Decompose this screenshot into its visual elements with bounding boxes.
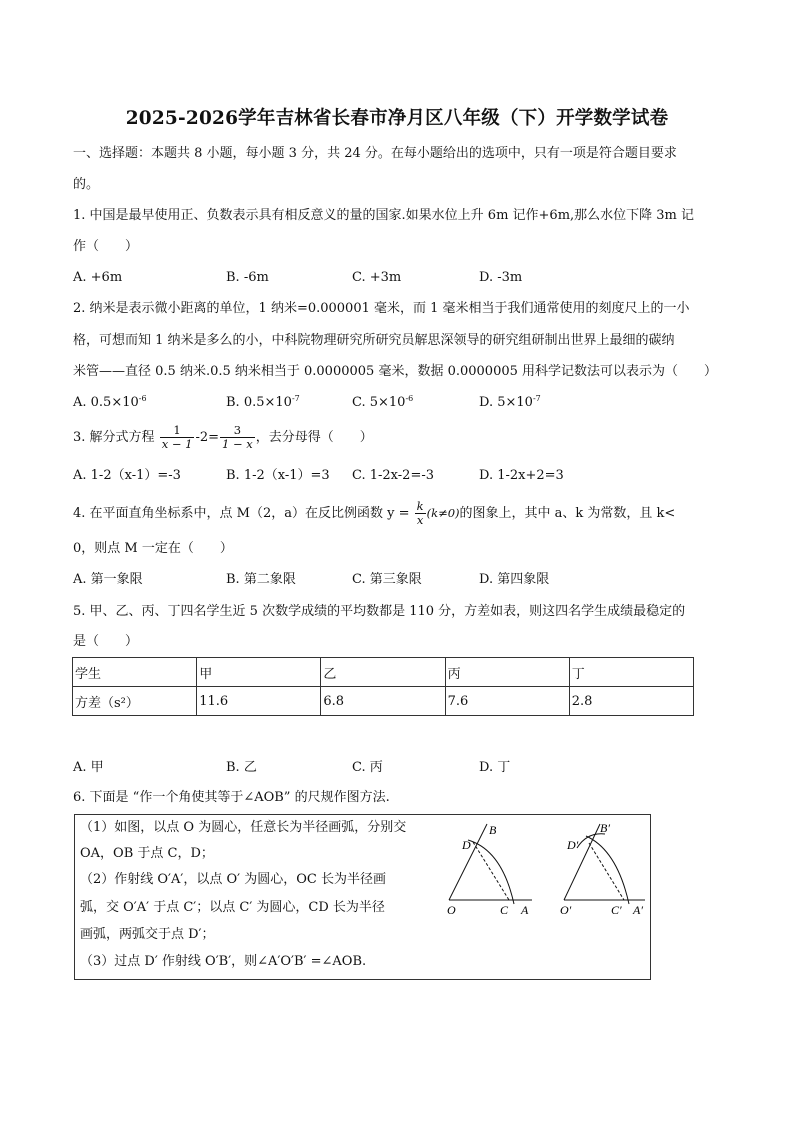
table-cell: 2.8 <box>569 687 693 716</box>
label-o-prime: O′ <box>560 903 572 917</box>
q2-option-d-exp: -7 <box>532 394 541 403</box>
q2-stem-line1: 2. 纳米是表示微小距离的单位，1 纳米=0.000001 毫米，而 1 毫米相当于我们通常使用的刻度尺上的一小 <box>73 301 690 316</box>
section-heading <box>73 145 677 163</box>
table-cell: 7.6 <box>445 687 569 716</box>
q1-stem-line1: 1. 中国是最早使用正、负数表示具有相反意义的量的国家.如果水位上升 6m 记作+6m,那么水位下降 3m 记 <box>73 208 695 223</box>
table-header-row <box>73 658 694 687</box>
ray-ob <box>449 824 487 900</box>
q2-option-b-base: B. 0.5×10 <box>226 395 292 410</box>
table-header-cell: 学生 <box>73 658 197 687</box>
variance-table <box>72 657 694 716</box>
q2-option-a-exp: -6 <box>138 394 147 403</box>
q2-option-a-base: A. 0.5×10 <box>73 395 139 410</box>
q1-option-b: B. -6m <box>226 270 269 285</box>
table-header-cell: 丁 <box>569 658 693 687</box>
q4-suffix: 的图象上，其中 a、k 为常数，且 k< <box>459 506 676 521</box>
label-b-prime: B′ <box>600 821 610 835</box>
segment-cd <box>473 842 509 900</box>
step-line-6: （3）过点 D′ 作射线 O′B′，则∠A′O′B′ =∠AOB. <box>80 954 367 969</box>
q3-frac1-den: x − 1 <box>161 437 193 451</box>
q2-option-c <box>352 394 413 412</box>
q4-option-b: B. 第二象限 <box>226 572 296 587</box>
label-c: C <box>500 903 509 917</box>
q3-stem <box>73 424 373 452</box>
section-heading-line2: 的。 <box>73 177 100 192</box>
q2-option-c-base: C. 5×10 <box>352 395 406 410</box>
q1-option-c: C. +3m <box>352 270 402 285</box>
q5-option-b: B. 乙 <box>226 760 257 775</box>
angle-aob-figure <box>440 812 540 922</box>
table-header-cell: 乙 <box>321 658 445 687</box>
label-a: A <box>521 903 529 917</box>
q3-frac2-num: 3 <box>220 424 255 438</box>
q2-option-a <box>73 394 147 412</box>
arc-cd <box>468 840 514 904</box>
q3-frac2-den: 1 − x <box>222 437 253 451</box>
q2-option-d <box>479 394 541 412</box>
q3-fraction-1 <box>160 424 195 451</box>
q4-option-d: D. 第四象限 <box>479 572 550 587</box>
q5-stem-line1: 5. 甲、乙、丙、丁四名学生近 5 次数学成绩的平均数都是 110 分，方差如表，则这四名学生成绩最稳定的 <box>73 604 686 619</box>
label-c-prime: C′ <box>611 903 622 917</box>
arc-c-prime-d-prime <box>586 836 629 904</box>
q4-prefix: 4. 在平面直角坐标系中，点 M（2，a）在反比例函数 y = <box>73 506 410 521</box>
q3-option-a: A. 1-2（x-1）=-3 <box>73 468 181 483</box>
q4-frac-den: x <box>416 513 424 527</box>
q1-stem-line2: 作（ ） <box>73 239 139 254</box>
q3-suffix: ，去分母得（ ） <box>255 430 373 445</box>
q3-frac1-num: 1 <box>160 424 195 438</box>
q3-middle: -2= <box>195 430 219 445</box>
table-cell: 6.8 <box>321 687 445 716</box>
section-heading-line1: 一、选择题：本题共 8 小题，每小题 3 分，共 24 分。在每小题给出的选项中，只有一项是符合题目要求 <box>73 146 677 161</box>
table-row-label: 方差（s²） <box>73 687 197 716</box>
label-d: D <box>462 838 471 852</box>
step-line-3: （2）作射线 O′A′，以点 O′ 为圆心，OC 长为半径画 <box>80 872 386 887</box>
angle-a-prime-o-prime-b-prime-figure <box>555 812 655 922</box>
label-a-prime: A′ <box>633 903 643 917</box>
q5-option-c: C. 丙 <box>352 760 383 775</box>
q2-stem-line3: 米管——直径 0.5 纳米.0.5 纳米相当于 0.0000005 毫米，数据 0.0000005 用科学记数法可以表示为（ ） <box>73 364 718 379</box>
q4-stem-line2: 0，则点 M 一定在（ ） <box>73 541 233 556</box>
q1-option-a: A. +6m <box>73 270 123 285</box>
page-title: 2025-2026学年吉林省长春市净月区八年级（下）开学数学试卷 <box>125 108 669 129</box>
q4-stem-line1 <box>73 498 675 529</box>
q4-option-c: C. 第三象限 <box>352 572 422 587</box>
q1-option-d: D. -3m <box>479 270 523 285</box>
step-line-1: （1）如图，以点 O 为圆心，任意长为半径画弧，分别交 <box>80 820 407 835</box>
step-line-5: 画弧，两弧交于点 D′； <box>80 927 215 942</box>
table-cell: 11.6 <box>197 687 321 716</box>
q5-option-d: D. 丁 <box>479 760 511 775</box>
label-o: O <box>447 903 456 917</box>
label-d-prime: D′ <box>567 838 579 852</box>
q3-prefix: 3. 解分式方程 <box>73 430 155 445</box>
table-header-cell: 丙 <box>445 658 569 687</box>
q2-option-b-exp: -7 <box>291 394 300 403</box>
table-row <box>73 687 694 716</box>
q4-condition: (k≠0) <box>426 506 460 520</box>
q3-option-d: D. 1-2x+2=3 <box>479 468 564 483</box>
q5-stem-line2: 是（ ） <box>73 634 139 649</box>
q3-option-b: B. 1-2（x-1）=3 <box>226 468 330 483</box>
q2-stem-line2: 格，可想而知 1 纳米是多么的小，中科院物理研究所研究员解思深领导的研究组研制出世界上最细的碳纳 <box>73 333 675 348</box>
q4-frac-num: k <box>416 499 424 513</box>
step-line-2: OA，OB 于点 C，D； <box>80 846 214 861</box>
q5-option-a: A. 甲 <box>73 760 104 775</box>
table-header-cell: 甲 <box>197 658 321 687</box>
q6-stem: 6. 下面是 “作一个角使其等于∠AOB” 的尺规作图方法. <box>73 790 390 805</box>
ray-o-prime-b-prime <box>564 824 600 900</box>
q2-option-d-base: D. 5×10 <box>479 395 533 410</box>
q2-option-b <box>226 394 300 412</box>
q3-option-c: C. 1-2x-2=-3 <box>352 468 435 483</box>
q4-option-a: A. 第一象限 <box>73 572 143 587</box>
step-line-4: 弧，交 O′A′ 于点 C′；以点 C′ 为圆心，CD 长为半径 <box>80 900 385 915</box>
label-b: B <box>489 823 497 837</box>
q2-option-c-exp: -6 <box>405 394 414 403</box>
q3-fraction-2 <box>220 424 255 451</box>
q4-fraction <box>415 500 426 527</box>
